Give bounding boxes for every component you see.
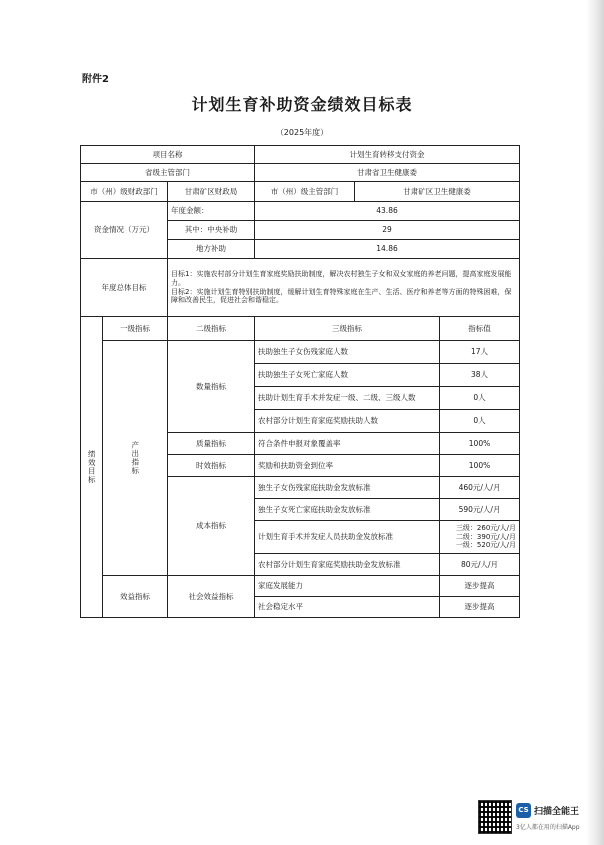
annual-amount-value: 43.86 <box>255 202 520 221</box>
indicator-value: 460元/人/月 <box>440 477 520 499</box>
scanner-logo: CS <box>516 803 531 818</box>
indicator-name: 社会稳定水平 <box>255 597 440 618</box>
output-indicator-label: 产出指标 <box>103 341 168 576</box>
scanner-app-name: 扫描全能王 <box>534 807 580 817</box>
indicator-name: 扶助独生子女伤残家庭人数 <box>255 341 440 364</box>
local-subsidy-label: 地方补助 <box>168 240 255 259</box>
indicator-value: 17人 <box>440 341 520 364</box>
city-dept-label: 市（州）级主管部门 <box>255 182 355 202</box>
project-name-value: 计划生育转移支付资金 <box>255 146 520 164</box>
city-finance-label: 市（州）级财政部门 <box>81 182 168 202</box>
indicator-name: 符合条件申报对象覆盖率 <box>255 433 440 455</box>
quantity-indicator-label: 数量指标 <box>168 341 255 433</box>
performance-target-table <box>80 145 520 618</box>
annual-goal-text: 目标1：实施农村部分计划生育家庭奖励扶助制度，解决农村独生子女和双女家庭的养老问题，提高家庭发展能力。 目标2：实施计划生育特别扶助制度，缓解计划生育特殊家庭在生产、生活、医疗和养老等方面的特殊困难，保障和改善民生，促进社会和谐稳定。 <box>168 259 520 317</box>
indicator-value: 100% <box>440 433 520 455</box>
scanner-slogan: 3亿人都在用的扫描App <box>516 824 580 831</box>
provincial-dept-label: 省级主管部门 <box>81 164 255 182</box>
indicator-name: 农村部分计划生育家庭奖励扶助金发放标准 <box>255 554 440 576</box>
central-subsidy-label: 其中：中央补助 <box>168 221 255 240</box>
provincial-dept-value: 甘肃省卫生健康委 <box>255 164 520 182</box>
indicator-value: 590元/人/月 <box>440 499 520 521</box>
central-subsidy-value: 29 <box>255 221 520 240</box>
annual-goal-label: 年度总体目标 <box>81 259 168 317</box>
city-finance-value: 甘肃矿区财政局 <box>168 182 255 202</box>
indicator-value: 0人 <box>440 410 520 433</box>
document-title: 计划生育补助资金绩效目标表 <box>191 95 413 114</box>
column-value: 指标值 <box>440 317 520 341</box>
column-level3: 三级指标 <box>255 317 440 341</box>
document-year: （2025年度） <box>275 128 329 137</box>
indicator-value: 逐步提高 <box>440 597 520 618</box>
qr-code <box>478 800 512 834</box>
benefit-indicator-label: 效益指标 <box>103 576 168 618</box>
indicator-name: 独生子女伤残家庭扶助金发放标准 <box>255 477 440 499</box>
local-subsidy-value: 14.86 <box>255 240 520 259</box>
column-level1: 一级指标 <box>103 317 168 341</box>
indicator-value: 100% <box>440 455 520 477</box>
timeliness-indicator-label: 时效指标 <box>168 455 255 477</box>
indicator-name: 农村部分计划生育家庭奖励扶助人数 <box>255 410 440 433</box>
project-name-label: 项目名称 <box>81 146 255 164</box>
indicator-name: 奖励和扶助资金到位率 <box>255 455 440 477</box>
indicator-value: 三级：260元/人/月 二级：390元/人/月 一级：520元/人/月 <box>440 521 520 554</box>
indicator-name: 家庭发展能力 <box>255 576 440 597</box>
indicator-value: 38人 <box>440 364 520 387</box>
social-benefit-indicator-label: 社会效益指标 <box>168 576 255 618</box>
indicator-value: 80元/人/月 <box>440 554 520 576</box>
indicator-name: 扶助计划生育手术并发症一级、二级、三级人数 <box>255 387 440 410</box>
indicator-value: 逐步提高 <box>440 576 520 597</box>
funding-label: 资金情况（万元） <box>81 202 168 259</box>
performance-target-label: 绩效目标 <box>81 317 103 618</box>
indicator-name: 独生子女死亡家庭扶助金发放标准 <box>255 499 440 521</box>
cost-indicator-label: 成本指标 <box>168 477 255 576</box>
quality-indicator-label: 质量指标 <box>168 433 255 455</box>
indicator-name: 计划生育手术并发症人员扶助金发放标准 <box>255 521 440 554</box>
annex-label: 附件2 <box>82 74 109 85</box>
indicator-value: 0人 <box>440 387 520 410</box>
column-level2: 二级指标 <box>168 317 255 341</box>
indicator-name: 扶助独生子女死亡家庭人数 <box>255 364 440 387</box>
annual-amount-label: 年度金额： <box>168 202 255 221</box>
city-dept-value: 甘肃矿区卫生健康委 <box>355 182 520 202</box>
